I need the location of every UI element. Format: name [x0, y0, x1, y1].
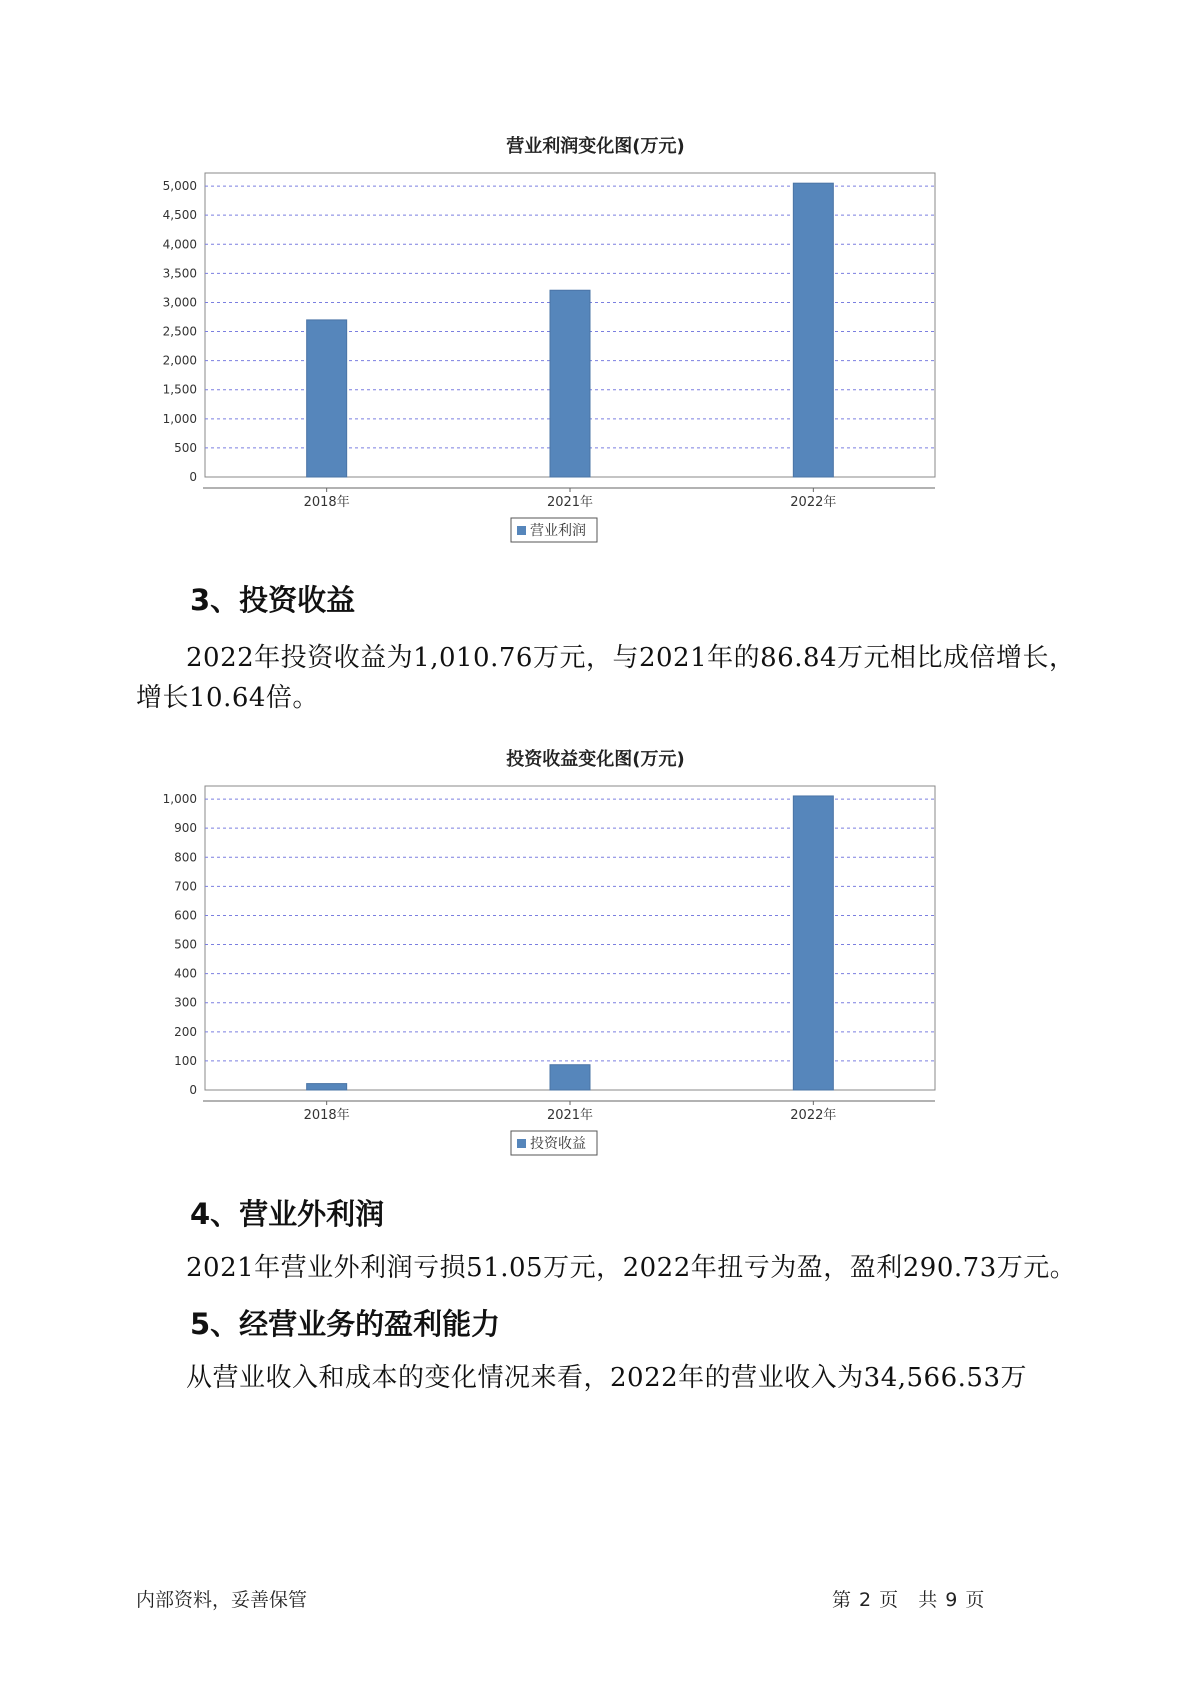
- operating-profit-xtick-label: 2021年: [546, 495, 594, 510]
- investment-income-ytick-label: 200: [174, 1024, 197, 1039]
- section-heading-non-operating-profit: 4、营业外利润: [190, 1197, 385, 1231]
- operating-profit-ytick-label: 5,000: [162, 179, 197, 194]
- operating-profit-ytick-label: 4,500: [162, 208, 197, 223]
- footer-page-number: [828, 1585, 988, 1612]
- investment-income-ytick-label: 700: [174, 879, 197, 894]
- footer-confidential-note: 内部资料，妥善保管: [136, 1589, 308, 1611]
- operating-profit-xtick-label: 2022年: [790, 495, 837, 510]
- investment-income-legend-label: 投资收益: [530, 1136, 586, 1152]
- paragraph-investment-income-line2: 增长10.64倍。: [136, 683, 319, 713]
- operating-profit-ytick-label: 500: [174, 440, 197, 455]
- operating-profit-ytick-label: 2,000: [162, 353, 197, 368]
- investment-income-ytick-label: 300: [174, 995, 197, 1010]
- page-prefix: 第: [832, 1589, 852, 1611]
- investment-income-ytick-label: 600: [174, 908, 197, 923]
- investment-income-xtick-label: 2021年: [546, 1108, 594, 1123]
- operating-profit-ytick-label: 0: [189, 470, 197, 484]
- operating-profit-chart: [0, 160, 1191, 580]
- investment-income-bar: [307, 1084, 347, 1090]
- investment-income-xtick-label: 2018年: [303, 1108, 350, 1123]
- paragraph-profitability: 从营业收入和成本的变化情况来看，2022年的营业收入为34,566.53万: [186, 1363, 1027, 1393]
- operating-profit-xtick-label: 2018年: [303, 495, 350, 510]
- investment-income-legend-swatch: [517, 1139, 526, 1148]
- operating-profit-ytick-label: 2,500: [162, 324, 197, 339]
- investment-income-ytick-label: 1,000: [162, 792, 197, 807]
- operating-profit-ytick-label: 3,500: [162, 266, 197, 281]
- investment-income-ytick-label: 800: [174, 850, 197, 865]
- investment-income-xtick-label: 2022年: [790, 1108, 837, 1123]
- section-heading-investment-income: 3、投资收益: [190, 583, 356, 617]
- operating-profit-bar: [550, 290, 590, 477]
- investment-income-bar: [550, 1065, 590, 1090]
- paragraph-non-operating-profit: 2021年营业外利润亏损51.05万元，2022年扭亏为盈，盈利290.73万元。: [186, 1253, 1077, 1283]
- chart-title-operating-profit: 营业利润变化图(万元): [506, 136, 685, 157]
- total-suffix: 页: [965, 1589, 985, 1611]
- section-heading-profitability: 5、经营业务的盈利能力: [190, 1307, 501, 1341]
- investment-income-bar: [793, 796, 833, 1090]
- operating-profit-ytick-label: 3,000: [162, 295, 197, 310]
- page-current: 2: [859, 1589, 872, 1611]
- paragraph-investment-income-line1: 2022年投资收益为1,010.76万元，与2021年的86.84万元相比成倍增长，: [186, 643, 1076, 673]
- page-total: 9: [945, 1589, 958, 1611]
- operating-profit-ytick-label: 1,000: [162, 411, 197, 426]
- operating-profit-legend-label: 营业利润: [530, 523, 586, 539]
- operating-profit-ytick-label: 1,500: [162, 382, 197, 397]
- operating-profit-ytick-label: 4,000: [162, 237, 197, 252]
- chart-title-investment-income: 投资收益变化图(万元): [506, 749, 685, 770]
- operating-profit-legend-swatch: [517, 526, 526, 535]
- investment-income-ytick-label: 100: [174, 1053, 197, 1068]
- investment-income-chart: [0, 773, 1191, 1193]
- page-mid: 页: [879, 1589, 899, 1611]
- investment-income-ytick-label: 900: [174, 821, 197, 836]
- total-prefix: 共: [918, 1589, 938, 1611]
- investment-income-ytick-label: 400: [174, 966, 197, 981]
- operating-profit-bar: [793, 183, 833, 477]
- operating-profit-bar: [307, 320, 347, 477]
- investment-income-ytick-label: 0: [189, 1083, 197, 1097]
- investment-income-ytick-label: 500: [174, 937, 197, 952]
